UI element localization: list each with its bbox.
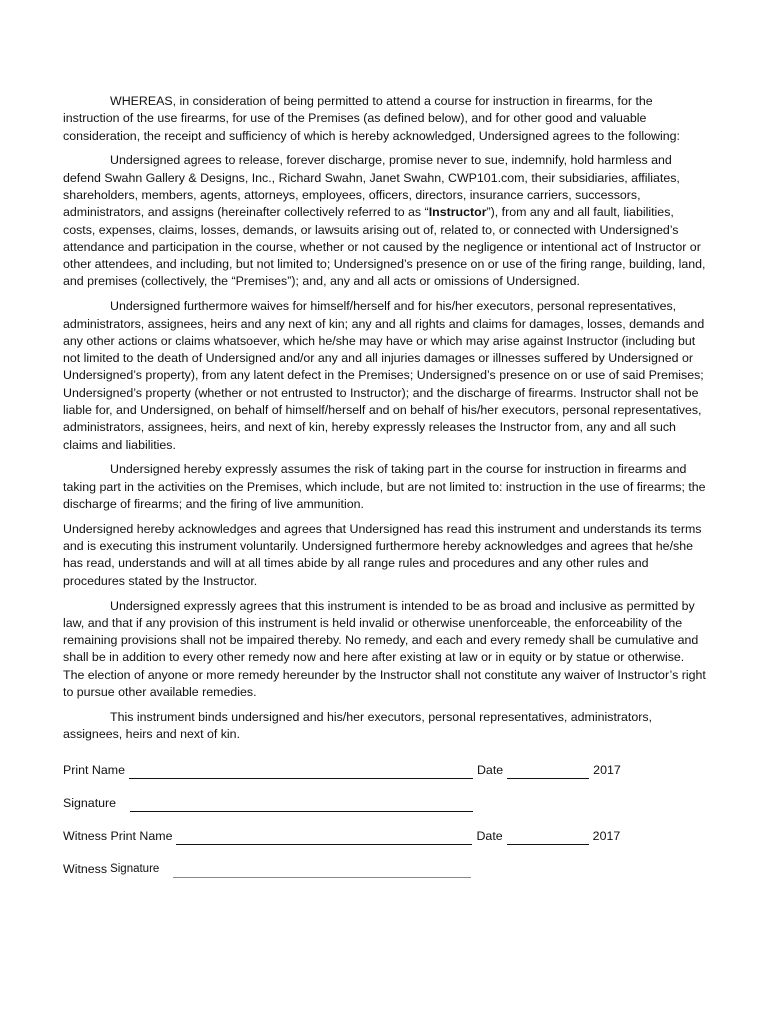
signature-label: Signature [63, 796, 117, 811]
acknowledgement-paragraph: Undersigned hereby acknowledges and agrees that Undersigned has read this instrument and understands its terms and is executing this instrument voluntarily. Undersigned furthermore hereby acknowledges and agrees that he/she has read, understands and will at all times abide by all range rules and procedures and any other rules and procedures stated by the Instructor. [63, 521, 702, 588]
waiver-document [63, 93, 708, 889]
waiver-paragraph: Undersigned furthermore waives for himself/herself and for his/her executors, personal representatives, administrators, assignees, heirs and any next of kin; any and all rights and claims for damages, losses, demands and any other actions or claims whatsoever, which he/she may have or which may arise against Instructor (including but not limited to the death of Undersigned and/or any and all injuries damages or illnesses suffered by Undersigned or Undersigned’s property), from any latent defect in the Premises; Undersigned’s presence on or use of said Premises; Undersigned’s property (whether or not entrusted to Instructor); and the discharge of firearms. Instructor shall not be liable for, and Undersigned, on behalf of himself/herself and on behalf of his/her executors, personal representatives, administrators, assignees, heirs, and next of kin, hereby expressly releases the Instructor from, any and all such claims and liabilities. [63, 299, 705, 452]
severability-paragraph: Undersigned expressly agrees that this instrument is intended to be as broad and inclusive as permitted by law, and that if any provision of this instrument is held invalid or otherwise unenforceable, the enforceability of the remaining provisions shall not be impaired thereby. No remedy, and each and every remedy shall be cumulative and shall be in addition to every other remedy now and here after existing at law or in equity or by statue or otherwise. The election of anyone or more remedy hereunder by the Instructor shall not constitute any waiver of Instructor’s right to pursue other available remedies. [63, 598, 706, 699]
witness-date-label: Date [476, 829, 503, 844]
date-year: 2017 [593, 763, 621, 778]
print-name-row [63, 757, 708, 779]
signature-block [63, 757, 708, 878]
release-paragraph [63, 152, 708, 290]
witness-date-field[interactable] [507, 830, 589, 845]
witness-signature-label: Signature [110, 863, 160, 876]
date-label: Date [476, 763, 504, 778]
whereas-paragraph: WHEREAS, in consideration of being permitted to attend a course for instruction in firearms, for the instruction of the use firearms, for use of the Premises (as defined below), and for other good and valuable consideration, the receipt and sufficiency of which is hereby acknowledged, Undersigned agrees to the following: [63, 94, 680, 143]
witness-print-name-label: Witness Print Name [63, 829, 173, 844]
witness-signature-field[interactable] [173, 863, 471, 878]
signature-row [63, 790, 708, 812]
witness-signature-row [63, 856, 708, 878]
witness-label: Witness [63, 862, 108, 877]
witness-print-name-field[interactable] [176, 830, 472, 845]
release-text-end: ”), from any and all fault, liabilities, costs, expenses, claims, losses, demands, or lawsuits arising out of, related to, or connected with Undersigned’s attendance and participation in the course, whether or not caused by the negligence or intentional act of Instructor or other attendees, and including, but not limited to; Undersigned’s presence on or use of the firing range, building, land, and premises (collectively, the “Premises”); and, any and all acts or omissions of Undersigned. [63, 205, 706, 289]
release-text-start: Undersigned agrees to release, forever discharge, promise never to sue, indemnify, hold harmless and defend Swahn Gallery & Designs, Inc., Richard Swahn, Janet Swahn, CWP101.com, their subsidiaries, affiliates, shareholders, members, agents, attorneys, employees, officers, directors, insurance carriers, successors, administrators, and assigns (hereinafter collectively referred to as “ [63, 153, 680, 220]
assumption-of-risk-paragraph: Undersigned hereby expressly assumes the risk of taking part in the course for instruction in firearms and taking part in the activities on the Premises, which include, but are not limited to: instruction in the use of firearms; the discharge of firearms; and the firing of live ammunition. [63, 462, 706, 512]
binding-paragraph: This instrument binds undersigned and his/her executors, personal representatives, administrators, assignees, heirs and next of kin. [63, 709, 653, 742]
witness-print-name-row [63, 823, 708, 845]
date-field[interactable] [507, 764, 589, 779]
print-name-label: Print Name [63, 763, 125, 778]
witness-date-year: 2017 [592, 829, 621, 844]
print-name-field[interactable] [129, 764, 473, 779]
instructor-defined-term: Instructor [428, 205, 487, 220]
signature-field[interactable] [130, 797, 473, 812]
